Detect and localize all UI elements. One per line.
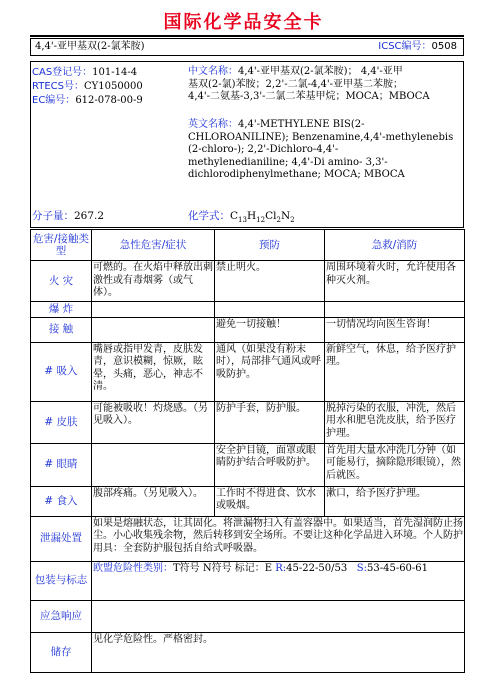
hazard-table: [30, 229, 465, 673]
row-emergency: [31, 600, 465, 632]
eyes-acute: [92, 443, 215, 486]
cat-packaging: 包装与标志: [31, 561, 92, 600]
molecular-weight-label: 分子量：: [32, 210, 74, 222]
s-phrase-label: S:: [356, 562, 367, 574]
row-fire: [31, 261, 465, 302]
inhalation-prevention: 通风（如果没有粉末时），局部排气通风或呼吸防护。: [215, 342, 325, 401]
inhalation-acute: 嘴唇或指甲发青，皮肤发青，意识模糊，惊厥，眩晕，头痛，恶心，神志不清。: [92, 342, 215, 401]
header-type: 危害/接触类型: [31, 230, 92, 261]
formula-h-count: 12: [256, 216, 266, 225]
table-header-row: [31, 230, 465, 261]
row-explosion: [31, 301, 465, 317]
molecular-weight: [32, 210, 104, 223]
skin-acute: 可能被吸收！灼烧感。（另见吸入）。: [92, 401, 215, 443]
icsc-value: 0508: [431, 41, 457, 52]
s-phrase-value: 53-45-60-61: [366, 562, 429, 574]
row-ingestion: [31, 486, 465, 516]
molecular-weight-value: 267.2: [74, 210, 105, 222]
explosion-prevention: [215, 301, 325, 317]
exposure-prevention: 避免一切接触！: [215, 317, 325, 342]
spill-text: 如果是熔融状态，让其固化。将泄漏物扫入有盖容器中。如果适当，首先湿润防止扬尘。小心收集残余物，然后转移到安全场所。不要让这种化学品进入环境。个人防护用具：全套防护服包括自给式呼吸器。: [92, 516, 465, 561]
eyes-first-aid: 首先用大量水冲洗几分钟（如可能易行，摘除隐形眼镜），然后就医。: [325, 443, 465, 486]
formula-cl-count: 2: [276, 216, 281, 225]
fire-first-aid: 周围环境着火时，允许使用各种灭火剂。: [325, 261, 465, 302]
formula-c: C: [230, 210, 239, 222]
exposure-first-aid: 一切情况均向医生咨询！: [325, 317, 465, 342]
explosion-acute: [92, 301, 215, 317]
fire-prevention: 禁止明火。: [215, 261, 325, 302]
cat-emergency: 应急响应: [31, 600, 92, 632]
formula-c-count: 13: [238, 216, 247, 225]
eu-class-text: T符号 N符号 标记：E: [173, 562, 276, 574]
storage-text: 见化学危险性。严格密封。: [92, 632, 465, 672]
ingestion-first-aid: 漱口，给予医疗护理。: [325, 486, 465, 516]
formula-h: H: [246, 210, 257, 222]
cat-skin: # 皮肤: [31, 401, 92, 443]
cat-exposure: 接 触: [31, 317, 92, 342]
identification-block: [30, 61, 464, 228]
cat-inhalation: # 吸入: [31, 342, 92, 401]
explosion-first-aid: [325, 301, 465, 317]
cat-spill: 泄漏处置: [31, 516, 92, 561]
chemical-name: 4,4'-亚甲基双(2-氯苯胺): [35, 41, 145, 52]
english-name-line-4: methylenedianiline; 4,4'-Di amino- 3,3'-: [188, 156, 388, 168]
eyes-prevention: 安全护目镜，面罩或眼睛防护结合呼吸防护。: [215, 443, 325, 486]
title-rule: [30, 35, 464, 37]
cat-eyes: # 眼睛: [31, 443, 92, 486]
chemical-formula: [188, 210, 295, 223]
r-phrase-value: 45-22-50/53: [286, 562, 348, 574]
cas-value: 101-14-4: [92, 67, 138, 78]
row-inhalation: [31, 342, 465, 401]
packaging-text: [92, 561, 465, 600]
cas-label: CAS登记号：: [32, 67, 93, 78]
formula-n-count: 2: [290, 216, 295, 225]
skin-prevention: 防护手套，防护服。: [215, 401, 325, 443]
row-exposure: [31, 317, 465, 342]
ingestion-acute: 腹部疼痛。（另见吸入）。: [92, 486, 215, 516]
cas-number: [32, 67, 137, 80]
fire-acute: 可燃的。在火焰中释放出刺激性或有毒烟雾（或气体）。: [92, 261, 215, 302]
rtecs-label: RTECS号：: [32, 81, 84, 92]
rtecs-number: [32, 81, 143, 94]
ec-label: EC编号：: [32, 95, 76, 106]
formula-cl: Cl: [265, 210, 277, 222]
chinese-name-label: 中文名称：: [188, 66, 238, 77]
skin-first-aid: 脱掉污染的衣服，冲洗，然后用水和肥皂洗皮肤，给予医疗护理。: [325, 401, 465, 443]
ingestion-prevention: 工作时不得进食、饮水或吸烟。: [215, 486, 325, 516]
english-name-line-2: CHLOROANILINE); Benzenamine,4,4'-methylenebis: [188, 131, 454, 143]
row-packaging: [31, 561, 465, 600]
row-eyes: [31, 443, 465, 486]
emergency-text: [92, 600, 465, 632]
inhalation-first-aid: 新鲜空气，休息，给予医疗护理。: [325, 342, 465, 401]
chinese-name-block: [188, 66, 462, 104]
chinese-name-line-2: 基双(2-氯)苯胺；2,2'-二氯-4,4'-亚甲基二苯胺；: [188, 78, 403, 90]
cat-storage: 储存: [31, 632, 92, 672]
english-name-label: 英文名称：: [188, 119, 238, 130]
row-spill: [31, 516, 465, 561]
name-row: [30, 38, 464, 56]
cat-ingestion: # 食入: [31, 486, 92, 516]
formula-n: N: [280, 210, 291, 222]
chinese-name-line-1: 4,4'-亚甲基双(2-氯苯胺)； 4,4'-亚甲: [238, 66, 403, 77]
row-skin: [31, 401, 465, 443]
ec-value: 612-078-00-9: [75, 95, 143, 106]
cat-explosion: 爆 炸: [31, 301, 92, 317]
chinese-name-line-3: 4,4'-二氨基-3,3'-二氯二苯基甲烷；MOCA；MBOCA: [188, 91, 430, 102]
header-first-aid: 急救/消防: [325, 230, 465, 261]
english-name-block: [188, 119, 462, 182]
icsc-label: ICSC编号：: [378, 41, 432, 52]
r-phrase-label: R:: [275, 562, 287, 574]
exposure-acute: [92, 317, 215, 342]
english-name-line-5: dichlorodiphenylmethane; MOCA; MBOCA: [188, 169, 405, 180]
header-acute: 急性危害/症状: [92, 230, 215, 261]
ec-number: [32, 95, 143, 108]
card-title: 国际化学品安全卡: [163, 12, 324, 33]
cat-fire: 火 灾: [31, 261, 92, 302]
header-prevention: 预防: [215, 230, 325, 261]
english-name-line-3: (2-chloro-); 2,2'-Dichloro-4,4'-: [188, 144, 339, 155]
formula-label: 化学式：: [188, 210, 230, 222]
icsc-number: [378, 41, 457, 54]
row-storage: [31, 632, 465, 672]
english-name-line-1: 4,4'-METHYLENE BIS(2-: [238, 119, 365, 130]
rtecs-value: CY1050000: [83, 81, 143, 92]
eu-class-label: 欧盟危险性类别：: [93, 562, 173, 574]
